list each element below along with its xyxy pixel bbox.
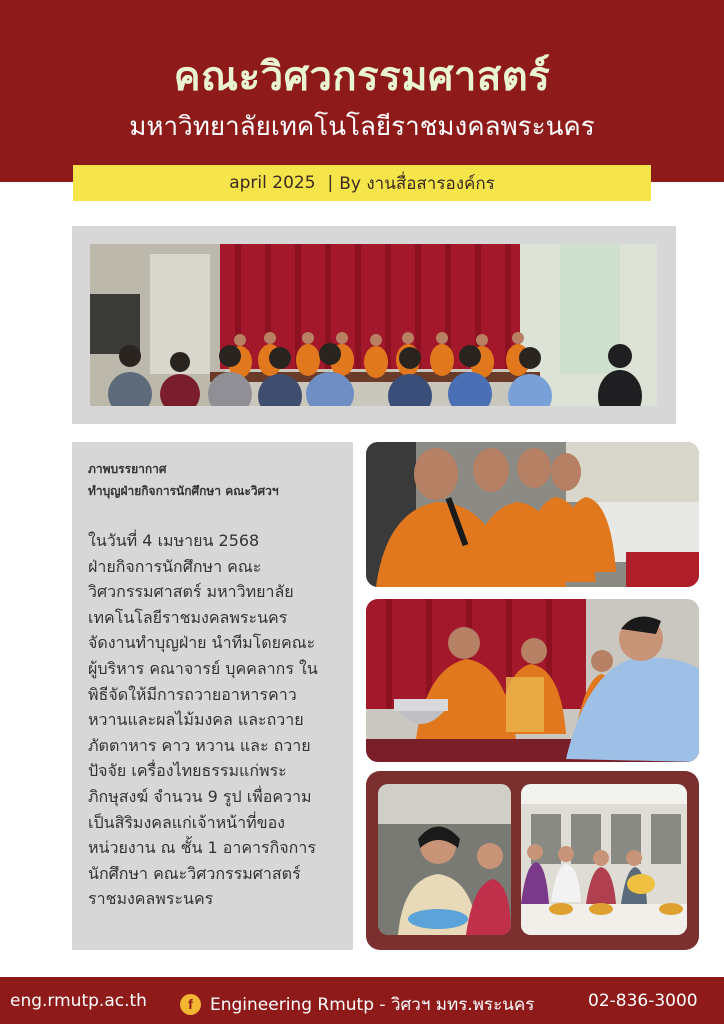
photo-participants-praying [378,784,511,935]
body-line: ภัตตาหาร คาว หวาน และ ถวาย [88,735,311,755]
body-line: เป็นสิริมงคลแก่เจ้าหน้าที่ของ [88,812,285,832]
dateline-bar [73,165,651,201]
footer-bar [0,977,724,1024]
body-line: ฝ่ายกิจการนักศึกษา คณะ [88,556,262,576]
photo-caption [88,458,343,502]
body-line: จัดงานทำบุญฝ่าย นำทีมโดยคณะ [88,633,316,653]
phone-number: 02-836-3000 [588,991,698,1011]
facebook-link[interactable] [180,991,534,1018]
article-body [88,528,350,912]
facebook-icon: f [180,994,201,1015]
header-banner [0,0,724,182]
photo-monk-microphone [366,442,699,587]
photo-food-offering [366,599,699,762]
website-link[interactable]: eng.rmutp.ac.th [10,991,147,1011]
body-line: ปัจจัย เครื่องไทยธรรมแก่พระ [88,761,287,781]
body-line: ภิกษุสงฆ์ จำนวน 9 รูป เพื่อความ [88,786,312,806]
university-subtitle: มหาวิทยาลัยเทคโนโลยีราชมงคลพระนคร [129,112,595,142]
photo-participants-hall [521,784,687,935]
body-line: หวานและผลไม้มงคล และถวาย [88,710,304,730]
body-line: ในวันที่ 4 เมษายน 2568 [88,531,260,550]
faculty-title: คณะวิศวกรรมศาสตร์ [173,54,551,100]
hero-photo-monks-stage [90,244,657,406]
caption-line-1: ภาพบรรยากาศ [88,462,167,476]
dateline-separator: | [327,173,334,193]
body-line: เทคโนโลยีราชมงคลพระนคร [88,607,288,627]
body-line: พิธีจัดให้มีการถวายอาหารคาว [88,684,297,704]
body-line: นักศึกษา คณะวิศวกรรมศาสตร์ [88,863,301,883]
body-line: ผู้บริหาร คณาจารย์ บุคคลากร ใน [88,658,318,678]
facebook-page-name: Engineering Rmutp - วิศวฯ มทร.พระนคร [210,995,535,1015]
byline: By งานสื่อสารองค์กร [339,173,495,194]
caption-line-2: ทำบุญฝ่ายกิจการนักศึกษา คณะวิศวฯ [88,484,279,498]
body-line: วิศวกรรมศาสตร์ มหาวิทยาลัย [88,582,294,602]
publish-date: april 2025 [229,173,316,193]
body-line: หน่วยงาน ณ ชั้น 1 อาคารกิจการ [88,838,316,858]
body-line: ราชมงคลพระนคร [88,889,214,909]
